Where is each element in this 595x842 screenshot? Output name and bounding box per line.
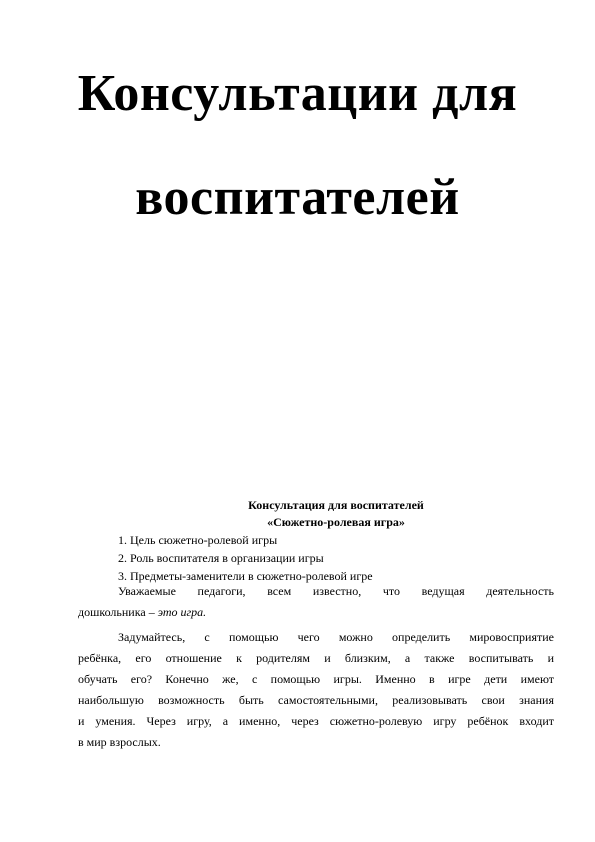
- paragraph-1: [78, 581, 554, 623]
- consultation-heading: Консультация для воспитателей: [248, 498, 424, 512]
- paragraph-2-line: в мир взрослых.: [78, 735, 161, 749]
- paragraph-2-line: обучать его? Конечно же, с помощью игры. Именно в игре дети имеют: [78, 672, 554, 686]
- paragraph-2: [78, 627, 554, 753]
- list-item: 1. Цель сюжетно-ролевой игры: [118, 533, 278, 547]
- list-item: 2. Роль воспитателя в организации игры: [118, 551, 324, 565]
- paragraph-2-line: и умения. Через игру, а именно, через сюжетно-ролевую игру ребёнок входит: [78, 714, 554, 728]
- main-title-line-1: Консультации для: [77, 65, 518, 122]
- list-item: 3. Предметы-заменители в сюжетно-ролевой игре: [118, 569, 373, 583]
- paragraph-1-line-2-italic: это игра.: [157, 605, 207, 619]
- consultation-subheading: «Сюжетно-ролевая игра»: [267, 515, 405, 529]
- paragraph-2-line: Задумайтесь, с помощью чего можно определить мировосприятие: [118, 630, 554, 644]
- main-title-line-2: воспитателей: [135, 169, 460, 226]
- paragraph-2-line: наибольшую возможность быть самостоятельными, реализовывать свои знания: [78, 693, 554, 707]
- paragraph-2-line: ребёнка, его отношение к родителям и близким, а также воспитывать и: [78, 651, 554, 665]
- consultation-header: [118, 497, 554, 585]
- paragraph-1-line-1: Уважаемые педагоги, всем известно, что ведущая деятельность: [118, 584, 554, 598]
- paragraph-1-line-2: [78, 602, 554, 623]
- paragraph-1-line-2-plain: дошкольника –: [78, 605, 158, 619]
